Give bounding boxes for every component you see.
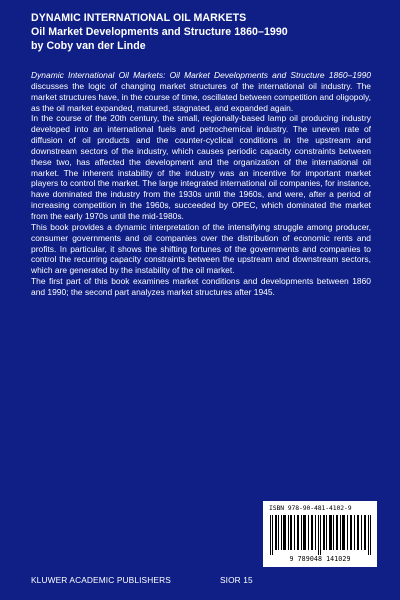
intro-paragraph (31, 70, 371, 113)
description-text (31, 70, 371, 298)
barcode-number: 9 789048 141029 (289, 555, 351, 563)
title-block (31, 12, 371, 53)
author-line: by Coby van der Linde (31, 39, 146, 52)
barcode-box (263, 501, 377, 567)
paragraph-interpretation: This book provides a dynamic interpretation of the intensifying struggle among producer, consumer governments and oil companies over the distribution of economic rents and profits. In particular, it shows the shifting fortunes of the governments and companies to control the recurring capacity constraints between the upstream and downstream sectors, which are generated by the instability of the oil market. (31, 221, 371, 276)
series-label: SIOR 15 (220, 575, 253, 585)
book-title: DYNAMIC INTERNATIONAL OIL MARKETS (31, 12, 247, 24)
paragraph-history: In the course of the 20th century, the small, regionally-based lamp oil producing industry developed into an international fuels and petrochemical industry. The uneven rate of diffusion of oil products and the counter-cyclical conditions in the upstream and downstream sectors of the industry, which causes periodic capacity constraints between these two, has affected the development and the organization of the international oil market. The inherent instability of the industry was an incentive for important market players to control the market. The large integrated international oil companies, for instance, have dominated the industry from the 1930s until the 1960s, and were, after a period of increasing competition in the 1960s, succeeded by OPEC, which dominated the market from the early 1970s until the mid-1980s. (31, 113, 371, 221)
intro-book-title: Dynamic International Oil Markets: Oil Market Developments and Structure 1860–1990 (31, 70, 371, 80)
publisher-name: KLUWER ACADEMIC PUBLISHERS (31, 575, 171, 585)
intro-paragraph-text: discusses the logic of changing market structures of the international oil industry. The market structures have, in the course of time, oscillated between competition and oligopoly, as the oil market expanded, matured, stagnated, and expanded again. (31, 80, 371, 113)
isbn-text: ISBN 978-90-481-4102-9 (269, 504, 352, 512)
barcode-icon (270, 515, 371, 555)
paragraph-book-parts: The first part of this book examines market conditions and developments between 1860 and 1990; the second part analyzes market structures after 1945. (31, 276, 371, 297)
book-subtitle: Oil Market Developments and Structure 1860–1990 (31, 25, 288, 38)
